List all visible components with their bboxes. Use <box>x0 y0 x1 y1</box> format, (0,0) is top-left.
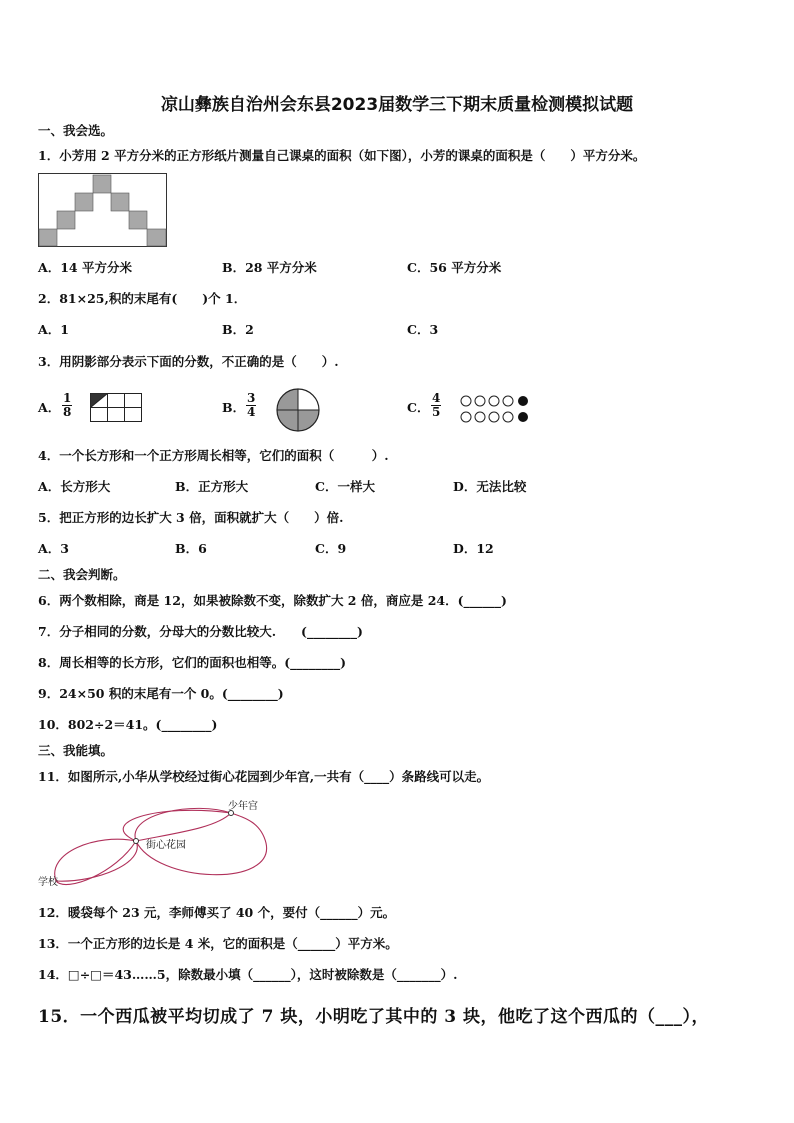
q4-option-d[interactable]: D．无法比较 <box>453 479 527 494</box>
q3-b-circle-figure <box>275 387 321 433</box>
question-5: 5．把正方形的边长扩大 3 倍，面积就扩大（ ）倍. <box>38 510 344 525</box>
question-13: 13．一个正方形的边长是 4 米，它的面积是（______）平方米。 <box>38 936 398 951</box>
question-10: 10．802÷2＝41。(________) <box>38 717 218 732</box>
q3-b-fraction <box>246 392 256 419</box>
label-youth-palace: 少年宫 <box>228 801 258 812</box>
question-12: 12．暖袋每个 23 元，李师傅买了 40 个，要付（______）元。 <box>38 905 396 920</box>
section-heading-judge: 二、我会判断。 <box>38 567 126 582</box>
q5-option-b[interactable]: B．6 <box>175 541 207 556</box>
q3-option-c[interactable] <box>407 400 429 416</box>
question-7: 7．分子相同的分数，分母大的分数比较大. (________) <box>38 624 363 639</box>
q4-option-a[interactable]: A．长方形大 <box>38 479 111 494</box>
question-3: 3．用阴影部分表示下面的分数，不正确的是（ ）. <box>38 354 339 369</box>
q1-option-c[interactable]: C．56 平方分米 <box>407 260 502 275</box>
section-heading-fill: 三、我能填。 <box>38 743 114 758</box>
label-school: 学校 <box>38 877 58 888</box>
q4-option-c[interactable]: C．一样大 <box>315 479 375 494</box>
q3-a-numerator: 1 <box>63 391 72 405</box>
question-11: 11．如图所示,小华从学校经过街心花园到少年宫,一共有（____）条路线可以走。 <box>38 769 490 784</box>
q3-b-numerator: 3 <box>247 391 256 405</box>
q3-option-a[interactable] <box>38 400 60 416</box>
question-2: 2．81×25,积的末尾有( )个 1． <box>38 291 247 306</box>
question-8: 8．周长相等的长方形，它们的面积也相等。(________) <box>38 655 347 670</box>
q2-option-a[interactable]: A．1 <box>38 322 69 337</box>
section-heading-choice: 一、我会选。 <box>38 123 114 138</box>
q3-a-denominator: 8 <box>63 405 72 419</box>
question-15: 15．一个西瓜被平均切成了 7 块，小明吃了其中的 3 块，他吃了这个西瓜的（___）， <box>38 1007 709 1027</box>
q5-option-d[interactable]: D．12 <box>453 541 494 556</box>
q3-c-denominator: 5 <box>432 405 441 419</box>
question-4: 4．一个长方形和一个正方形周长相等，它们的面积（ ）. <box>38 448 389 463</box>
q3-c-label: C． <box>407 400 430 415</box>
question-14: 14．□÷□＝43……5，除数最小填（______），这时被除数是（_______）. <box>38 967 458 982</box>
q3-a-fraction <box>62 392 72 419</box>
q1-option-a[interactable]: A．14 平方分米 <box>38 260 132 275</box>
q3-c-dots-figure <box>459 393 535 425</box>
question-1: 1．小芳用 2 平方分米的正方形纸片测量自己课桌的面积（如下图），小芳的课桌的面积是（ ）平方分米。 <box>38 148 646 163</box>
q2-option-b[interactable]: B．2 <box>222 322 254 337</box>
question-9: 9．24×50 积的末尾有一个 0。(________) <box>38 686 284 701</box>
q3-b-denominator: 4 <box>247 405 256 419</box>
q3-b-label: B． <box>222 400 246 415</box>
q3-c-numerator: 4 <box>432 391 441 405</box>
q1-option-b[interactable]: B．28 平方分米 <box>222 260 317 275</box>
q3-option-b[interactable] <box>222 400 245 416</box>
q5-option-c[interactable]: C．9 <box>315 541 347 556</box>
q2-option-c[interactable]: C．3 <box>407 322 439 337</box>
desk-figure <box>38 173 168 248</box>
q5-option-a[interactable]: A．3 <box>38 541 69 556</box>
q3-c-fraction <box>431 392 441 419</box>
q4-option-b[interactable]: B．正方形大 <box>175 479 249 494</box>
page-title: 凉山彝族自治州会东县2023届数学三下期末质量检测模拟试题 <box>160 95 634 115</box>
q3-a-label: A． <box>38 400 61 415</box>
label-city-garden: 街心花园 <box>146 840 186 851</box>
q3-a-rectangle-figure <box>90 393 144 423</box>
question-6: 6．两个数相除，商是 12，如果被除数不变，除数扩大 2 倍，商应是 24．(______) <box>38 593 507 608</box>
